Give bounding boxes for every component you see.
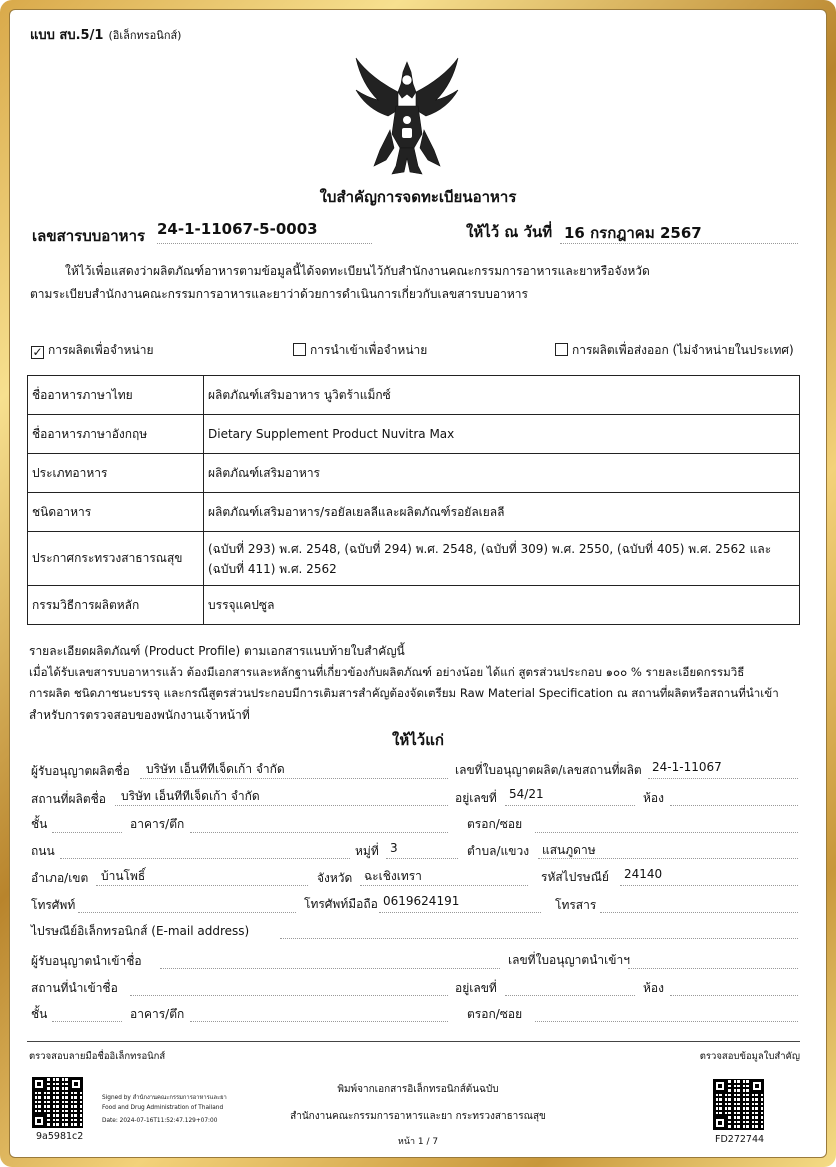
- serial-label: เลขสารบบอาหาร: [32, 227, 146, 245]
- issued-value: 16 กรกฎาคม 2567: [564, 224, 702, 242]
- row-value: (ฉบับที่ 293) พ.ศ. 2548, (ฉบับที่ 294) พ.ศ. 2548, (ฉบับที่ 309) พ.ศ. 2550, (ฉบับที่ 405) พ.ศ. 2562 และ (ฉบับที่ 411) พ.ศ. 2562: [204, 532, 800, 586]
- row-value: Dietary Supplement Product Nuvitra Max: [204, 415, 800, 454]
- page-title: ใบสำคัญการจดทะเบียนอาหาร: [319, 188, 517, 206]
- office-note: สำนักงานคณะกรรมการอาหารและยา กระทรวงสาธารณสุข: [290, 1111, 546, 1122]
- province-value: ฉะเชิงเทรา: [364, 869, 422, 883]
- checkbox-import-box: [293, 343, 306, 356]
- moo-label: หมู่ที่: [355, 844, 379, 858]
- checkbox-manufacture: [31, 341, 154, 360]
- district-value: บ้านโพธิ์: [101, 869, 146, 883]
- signed-org: Food and Drug Administration of Thailand: [102, 1105, 224, 1111]
- document-qr-code[interactable]: [713, 1079, 764, 1130]
- checkbox-manufacture-label: การผลิตเพื่อจำหน่าย: [48, 343, 154, 357]
- profile-line: รายละเอียดผลิตภัณฑ์ (Product Profile) ตามเอกสารแนบท้ายใบสำคัญนี้: [29, 644, 405, 658]
- license-no-label: เลขที่ใบอนุญาตผลิต/เลขสถานที่ผลิต: [455, 763, 642, 777]
- table-row: [28, 532, 800, 586]
- row-key: ชื่ออาหารภาษาไทย: [28, 376, 204, 415]
- table-row: [28, 586, 800, 625]
- doc-check-label: ตรวจสอบข้อมูลใบสำคัญ: [699, 1051, 800, 1062]
- intro-line-1: ให้ไว้เพื่อแสดงว่าผลิตภัณฑ์อาหารตามข้อมูลนี้ได้จดทะเบียนไว้กับสำนักงานคณะกรรมการอาหารและยาหรือจังหวัด: [65, 264, 650, 278]
- footer-divider: [27, 1041, 800, 1042]
- qr-right-code: FD272744: [715, 1134, 765, 1145]
- form-code: [30, 24, 181, 45]
- row-key: ชื่ออาหารภาษาอังกฤษ: [28, 415, 204, 454]
- page-number: หน้า 1 / 7: [397, 1137, 439, 1147]
- note-line-2: การผลิต ชนิดภาชนะบรรจุ และกรณีสูตรส่วนประกอบมีการเติมสารสำคัญต้องจัดเตรียม Raw Material Specification ณ สถานที่ผลิตหรือสถานที่นำเข้า: [29, 686, 779, 700]
- food-info-table: [27, 375, 800, 625]
- address-no-value: 54/21: [509, 787, 544, 801]
- licensee-label: ผู้รับอนุญาตผลิตชื่อ: [31, 764, 130, 778]
- qr-left-code: 9a5981c2: [36, 1131, 84, 1142]
- row-key: กรรมวิธีการผลิตหลัก: [28, 586, 204, 625]
- table-row: [28, 493, 800, 532]
- form-code-text: แบบ สบ.5/1: [30, 28, 104, 43]
- row-key: ประกาศกระทรวงสาธารณสุข: [28, 532, 204, 586]
- site-value: บริษัท เอ็นทีทีเจ็ดเก้า จำกัด: [121, 789, 260, 803]
- signed-by: Signed by สำนักงานคณะกรรมการอาหารและยา: [102, 1095, 227, 1101]
- table-row: [28, 415, 800, 454]
- table-row: [28, 454, 800, 493]
- sig-check-label: ตรวจสอบลายมือชื่ออิเล็กทรอนิกส์: [29, 1051, 166, 1062]
- fax-label: โทรสาร: [555, 898, 597, 912]
- row-value: ผลิตภัณฑ์เสริมอาหาร/รอยัลเยลลีและผลิตภัณฑ์รอยัลเยลลี: [204, 493, 800, 532]
- mobile-value: 0619624191: [383, 894, 460, 908]
- given-to-heading: ให้ไว้แก่: [392, 731, 444, 749]
- signed-date: Date: 2024-07-16T11:52:47.129+07:00: [102, 1118, 218, 1124]
- row-value: ผลิตภัณฑ์เสริมอาหาร: [204, 454, 800, 493]
- district-label: อำเภอ/เขต: [31, 871, 89, 885]
- licensee-value: บริษัท เอ็นทีทีเจ็ดเก้า จำกัด: [146, 762, 285, 776]
- province-label: จังหวัด: [317, 871, 353, 885]
- road-label: ถนน: [31, 844, 55, 858]
- moo-value: 3: [390, 841, 398, 855]
- site-label: สถานที่ผลิตชื่อ: [31, 792, 106, 806]
- importer-label: ผู้รับอนุญาตนำเข้าชื่อ: [31, 954, 142, 968]
- building-label: อาคาร/ตึก: [130, 817, 185, 831]
- form-code-note: (อิเล็กทรอนิกส์): [108, 29, 182, 42]
- import-room-label: ห้อง: [643, 981, 664, 995]
- row-key: ชนิดอาหาร: [28, 493, 204, 532]
- floor-label: ชั้น: [31, 817, 48, 831]
- checkbox-import-label: การนำเข้าเพื่อจำหน่าย: [310, 343, 428, 357]
- postcode-label: รหัสไปรษณีย์: [541, 870, 609, 884]
- alley-label: ตรอก/ซอย: [467, 817, 523, 831]
- postcode-value: 24140: [624, 867, 663, 881]
- print-note: พิมพ์จากเอกสารอิเล็กทรอนิกส์ต้นฉบับ: [337, 1084, 499, 1095]
- checkbox-export-label: การผลิตเพื่อส่งออก (ไม่จำหน่ายในประเทศ): [572, 343, 794, 357]
- serial-value: 24-1-11067-5-0003: [157, 220, 318, 238]
- import-building-label: อาคาร/ตึก: [130, 1007, 185, 1021]
- issued-label: ให้ไว้ ณ วันที่: [466, 223, 553, 241]
- address-no-label: อยู่เลขที่: [455, 791, 497, 805]
- import-address-no-label: อยู่เลขที่: [455, 981, 497, 995]
- checkbox-export-box: [555, 343, 568, 356]
- subdistrict-value: แสนภูดาษ: [542, 843, 596, 857]
- import-floor-label: ชั้น: [31, 1007, 48, 1021]
- checkbox-manufacture-box: ✓: [32, 345, 43, 359]
- row-value: ผลิตภัณฑ์เสริมอาหาร นูวิตร้าแม็กซ์: [204, 376, 800, 415]
- checkbox-import: [293, 341, 427, 360]
- table-row: [28, 376, 800, 415]
- import-license-label: เลขที่ใบอนุญาตนำเข้าฯ: [508, 953, 630, 967]
- note-line-3: สำหรับการตรวจสอบของพนักงานเจ้าหน้าที่: [29, 708, 250, 722]
- mobile-label: โทรศัพท์มือถือ: [304, 897, 378, 911]
- phone-label: โทรศัพท์: [31, 898, 76, 912]
- garuda-emblem: [352, 54, 462, 178]
- row-value: บรรจุแคปซูล: [204, 586, 800, 625]
- subdistrict-label: ตำบล/แขวง: [467, 844, 530, 858]
- row-key: ประเภทอาหาร: [28, 454, 204, 493]
- import-site-label: สถานที่นำเข้าชื่อ: [31, 981, 118, 995]
- import-alley-label: ตรอก/ซอย: [467, 1007, 523, 1021]
- room-label: ห้อง: [643, 791, 664, 805]
- note-line-1: เมื่อได้รับเลขสารบบอาหารแล้ว ต้องมีเอกสารและหลักฐานที่เกี่ยวข้องกับผลิตภัณฑ์ อย่างน้อย ได้แก่ สูตรส่วนประกอบ ๑๐๐ % รายละเอียดกรรมวิธี: [29, 665, 745, 679]
- intro-line-2: ตามระเบียบสำนักงานคณะกรรมการอาหารและยาว่าด้วยการดำเนินการเกี่ยวกับเลขสารบบอาหาร: [30, 287, 528, 301]
- email-label: ไปรษณีย์อิเล็กทรอนิกส์ (E-mail address): [31, 924, 250, 938]
- checkbox-export: [555, 341, 794, 360]
- license-no-value: 24-1-11067: [652, 760, 722, 774]
